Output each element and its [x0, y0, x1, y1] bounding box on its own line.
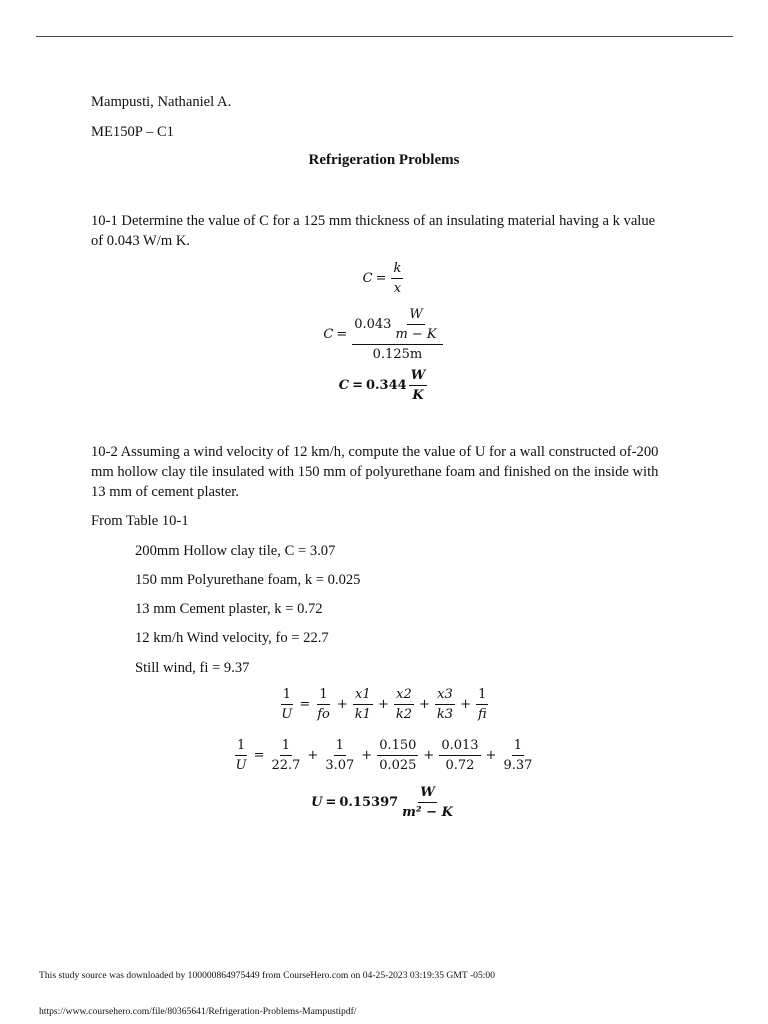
- unit-denominator: m − K: [395, 327, 437, 342]
- main-fraction: [352, 306, 442, 363]
- table-reference: From Table 10-1: [91, 513, 189, 529]
- problem2-statement-line2: mm hollow clay tile insulated with 150 mm of polyurethane foam and finished on the inside with: [91, 464, 659, 480]
- eq-lhs: C: [323, 327, 334, 342]
- result-value: 0.15397: [339, 795, 399, 810]
- numerator: x3: [435, 686, 455, 705]
- denominator: 0.125m: [372, 347, 423, 362]
- numerator: 1: [476, 686, 488, 705]
- page-title: Refrigeration Problems: [308, 152, 460, 168]
- equation-u-substitution: $\frac{1}{U}$ = $\frac{1}{22.7}$ + $\frac{1}{3.07}$ + $\frac{0.150}{0.025}$ + $\frac{0.013}{0.72}$ + $\frac{1}{9.37}$: [235, 738, 533, 773]
- denominator: 3.07: [325, 758, 355, 773]
- numerator: x2: [394, 686, 414, 705]
- result-value: 0.344: [365, 378, 407, 393]
- numerator: 0.150: [377, 737, 418, 756]
- denominator: x: [393, 281, 402, 296]
- denominator: k1: [354, 707, 371, 722]
- term-fraction: [353, 686, 373, 723]
- denominator: fi: [477, 707, 487, 722]
- term-fraction: [315, 686, 332, 723]
- given-item: 12 km/h Wind velocity, fo = 22.7: [135, 630, 329, 646]
- denominator: U: [235, 758, 247, 773]
- denominator: k3: [436, 707, 454, 722]
- term-fraction: [269, 737, 302, 774]
- given-item: 150 mm Polyurethane foam, k = 0.025: [135, 572, 361, 588]
- unit-numerator: W: [407, 306, 424, 325]
- numerator: 1: [235, 737, 247, 756]
- numerator: 1: [280, 737, 292, 756]
- equation-c-result: C = 0.344 $\frac{W}{K}$: [338, 368, 426, 403]
- unit-fraction: [400, 784, 455, 821]
- problem2-statement-line1: 10-2 Assuming a wind velocity of 12 km/h, compute the value of U for a wall constructed of-200: [91, 444, 659, 460]
- denominator: 22.7: [271, 758, 301, 773]
- denominator: 9.37: [503, 758, 533, 773]
- lhs-fraction: [279, 686, 294, 723]
- term-fraction: [501, 737, 534, 774]
- given-item: 13 mm Cement plaster, k = 0.72: [135, 601, 323, 617]
- course-code: ME150P – C1: [91, 124, 174, 140]
- term-fraction: [476, 686, 489, 723]
- unit-fraction: [393, 306, 438, 343]
- lhs-fraction: [234, 737, 249, 774]
- problem2-statement-line3: 13 mm of cement plaster.: [91, 484, 239, 500]
- given-item: Still wind, fi = 9.37: [135, 660, 250, 676]
- equation-c-substitution: C = 0.043 $\frac{W}{m - K}$ 0.125m: [0, 306, 768, 363]
- eq-lhs: C: [338, 378, 350, 393]
- numerator: 1: [281, 686, 293, 705]
- numerator: 1: [317, 686, 329, 705]
- download-note: This study source was downloaded by 100000864975449 from CourseHero.com on 04-25-2023 03:19:35 GMT -05:00: [39, 970, 496, 981]
- term-fraction: [377, 737, 418, 774]
- problem1-statement-line1: 10-1 Determine the value of C for a 125 mm thickness of an insulating material having a k value: [91, 213, 656, 229]
- coefficient: 0.043: [354, 317, 392, 332]
- denominator: 0.025: [379, 758, 417, 773]
- term-fraction: [435, 686, 455, 723]
- fraction: [391, 260, 403, 297]
- denominator: fo: [317, 707, 330, 722]
- term-fraction: [323, 737, 356, 774]
- denominator: U: [281, 707, 293, 722]
- numerator: k: [391, 260, 403, 279]
- numerator: x1: [353, 686, 373, 705]
- unit-denominator: m² − K: [402, 805, 453, 820]
- numerator: 1: [334, 737, 346, 756]
- numerator: 0.013: [439, 737, 480, 756]
- equation-u-formula: $\frac{1}{U}$ = $\frac{1}{fo}$ + $\frac{x1}{k1}$ + $\frac{x2}{k2}$ + $\frac{x3}{k3}$ + $\frac{1}{fi}$: [281, 687, 487, 722]
- eq-lhs: U: [311, 795, 323, 810]
- denominator: k2: [395, 707, 412, 722]
- given-item: 200mm Hollow clay tile, C = 3.07: [135, 543, 336, 559]
- term-fraction: [394, 686, 414, 723]
- eq-lhs: C: [362, 271, 373, 286]
- numerator: [352, 306, 442, 345]
- unit-numerator: W: [418, 784, 437, 803]
- author-name: Mampusti, Nathaniel A.: [91, 94, 232, 110]
- unit-fraction: [409, 367, 428, 404]
- numerator: 1: [512, 737, 524, 756]
- term-fraction: [439, 737, 480, 774]
- unit-numerator: W: [409, 367, 428, 386]
- equation-c-definition: C = $\frac{k}{x}$: [362, 261, 402, 296]
- unit-denominator: K: [412, 388, 424, 403]
- equation-u-result: U = 0.15397 $\frac{W}{\text{m² − K}}$: [311, 785, 453, 820]
- problem1-statement-line2: of 0.043 W/m K.: [91, 233, 191, 249]
- top-rule: [36, 36, 733, 37]
- source-url[interactable]: https://www.coursehero.com/file/80365641/Refrigeration-Problems-Mampustipdf/: [39, 1006, 357, 1017]
- denominator: 0.72: [445, 758, 475, 773]
